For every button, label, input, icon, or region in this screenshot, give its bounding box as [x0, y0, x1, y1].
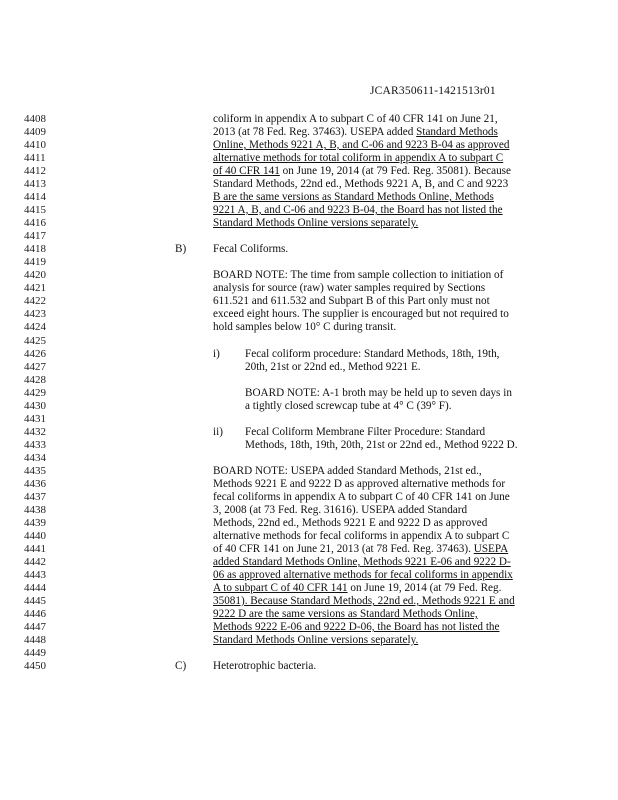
text-run: of 40 CFR 141 on June 21, 2013 (at 78 Fed. Reg. 37463). — [213, 543, 474, 555]
line-number: 4443 — [24, 569, 46, 581]
text-line — [245, 439, 518, 452]
text-run: 611.521 and 611.532 and Subpart B of this Part only must not — [213, 295, 490, 307]
line-number: 4450 — [24, 660, 46, 672]
text-run: BOARD NOTE: A-1 broth may be held up to seven days in — [245, 387, 512, 399]
text-run: Methods 9221 E and 9222 D as approved alternative methods for — [213, 478, 506, 490]
text-line — [213, 269, 503, 282]
underlined-text: USEPA — [473, 543, 509, 555]
underlined-text: A to subpart C of 40 CFR 141 — [213, 582, 348, 594]
text-run: coliform in appendix A to subpart C of 40 CFR 141 on June 21, — [213, 113, 498, 125]
text-run: Heterotrophic bacteria. — [213, 660, 317, 672]
line-number: 4414 — [24, 191, 46, 203]
item-label: C) — [175, 660, 187, 672]
line-number: 4412 — [24, 165, 46, 177]
line-number: 4408 — [24, 113, 46, 125]
text-line — [213, 504, 467, 517]
text-line — [213, 608, 478, 621]
text-run: a tightly closed screwcap tube at 4° C (39° F). — [245, 400, 452, 412]
line-number: 4411 — [24, 152, 46, 164]
underlined-text: Online, Methods 9221 A, B, and C-06 and 9223 B-04 as approved — [213, 139, 510, 151]
text-line — [213, 282, 485, 295]
line-number: 4421 — [24, 282, 46, 294]
line-number: 4423 — [24, 308, 46, 320]
item-label: ii) — [213, 426, 223, 438]
text-run: Methods, 22nd ed., Methods 9221 E and 9222 D as approved — [213, 517, 488, 529]
line-number: 4446 — [24, 608, 46, 620]
underlined-text: Standard Methods Online versions separately. — [213, 217, 419, 229]
line-number: 4441 — [24, 543, 46, 555]
text-line — [213, 243, 288, 256]
line-number: 4432 — [24, 426, 46, 438]
text-line — [213, 556, 511, 569]
text-run: Fecal Coliform Membrane Filter Procedure: Standard — [245, 426, 486, 438]
item-label: B) — [175, 243, 187, 255]
underlined-text: added Standard Methods Online, Methods 9221 E-06 and 9222 D- — [213, 556, 511, 568]
text-run: alternative methods for fecal coliforms in appendix A to subpart C — [213, 530, 510, 542]
underlined-text: 06 as approved alternative methods for fecal coliforms in appendix — [213, 569, 513, 581]
line-number: 4415 — [24, 204, 46, 216]
text-run: BOARD NOTE: The time from sample collection to initiation of — [213, 269, 504, 281]
text-line — [245, 426, 485, 439]
text-line — [213, 660, 316, 673]
text-line — [213, 295, 490, 308]
line-number: 4428 — [24, 374, 46, 386]
line-number: 4420 — [24, 269, 46, 281]
text-line — [213, 595, 515, 608]
text-run: Standard Methods, 22nd ed., Methods 9221 A, B, and C and 9223 — [213, 178, 509, 190]
text-line — [213, 113, 498, 126]
text-run: hold samples below 10° C during transit. — [213, 321, 397, 333]
text-line — [213, 204, 503, 217]
line-number: 4435 — [24, 465, 46, 477]
underlined-text: 9221 A, B, and C-06 and 9223 B-04, the Board has not listed the — [213, 204, 503, 216]
text-line — [213, 308, 509, 321]
line-number: 4410 — [24, 139, 46, 151]
line-number: 4427 — [24, 361, 46, 373]
underlined-text: B are the same versions as Standard Methods Online, Methods — [213, 191, 494, 203]
text-line — [245, 361, 421, 374]
underlined-text: 35081). Because Standard Methods, 22nd ed., Methods 9221 E and — [213, 595, 515, 607]
underlined-text: Standard Methods Online versions separately. — [213, 634, 419, 646]
text-run: on June 19, 2014 (at 79 Fed. Reg. 35081). Because — [279, 165, 511, 177]
line-number: 4418 — [24, 243, 46, 255]
line-number: 4449 — [24, 647, 46, 659]
text-line — [213, 491, 510, 504]
text-line — [213, 217, 418, 230]
text-line — [213, 530, 509, 543]
line-number: 4438 — [24, 504, 46, 516]
line-number: 4444 — [24, 582, 46, 594]
line-number: 4433 — [24, 439, 46, 451]
text-line — [245, 387, 512, 400]
text-run: analysis for source (raw) water samples required by Sections — [213, 282, 486, 294]
text-run: Fecal coliform procedure: Standard Methods, 18th, 19th, — [245, 348, 500, 360]
text-line — [213, 582, 501, 595]
line-number: 4413 — [24, 178, 46, 190]
text-line — [213, 634, 418, 647]
text-run: Fecal Coliforms. — [213, 243, 289, 255]
underlined-text: Standard Methods — [416, 126, 498, 138]
text-run: 3, 2008 (at 73 Fed. Reg. 31616). USEPA added Standard — [213, 504, 468, 516]
item-label: i) — [213, 348, 220, 360]
text-line — [213, 478, 505, 491]
text-line — [213, 152, 503, 165]
line-number: 4431 — [24, 413, 46, 425]
text-run: 20th, 21st or 22nd ed., Method 9221 E. — [245, 361, 421, 373]
underlined-text: alternative methods for total coliform in appendix A to subpart C — [213, 152, 504, 164]
text-run: on June 19, 2014 (at 79 Fed. Reg. — [347, 582, 502, 594]
text-run: 2013 (at 78 Fed. Reg. 37463). USEPA added — [213, 126, 417, 138]
text-line — [213, 543, 508, 556]
underlined-text: 9222 D are the same versions as Standard Methods Online, — [213, 608, 478, 620]
line-number: 4426 — [24, 348, 46, 360]
line-number: 4417 — [24, 230, 46, 242]
line-number: 4436 — [24, 478, 46, 490]
line-number: 4422 — [24, 295, 46, 307]
text-run: BOARD NOTE: USEPA added Standard Methods, 21st ed., — [213, 465, 482, 477]
text-line — [213, 191, 494, 204]
text-line — [213, 165, 511, 178]
text-line — [213, 569, 513, 582]
text-line — [213, 321, 396, 334]
line-number: 4429 — [24, 387, 46, 399]
line-number: 4445 — [24, 595, 46, 607]
text-line — [213, 621, 499, 634]
text-line — [245, 400, 452, 413]
document-id: JCAR350611-1421513r01 — [370, 85, 496, 97]
line-number: 4440 — [24, 530, 46, 542]
line-number: 4430 — [24, 400, 46, 412]
text-run: Methods, 18th, 19th, 20th, 21st or 22nd ed., Method 9222 D. — [245, 439, 518, 451]
line-number: 4416 — [24, 217, 46, 229]
underlined-text: Methods 9222 E-06 and 9222 D-06, the Board has not listed the — [213, 621, 500, 633]
text-line — [213, 465, 482, 478]
line-number: 4425 — [24, 335, 46, 347]
line-number: 4409 — [24, 126, 46, 138]
text-run: fecal coliforms in appendix A to subpart C of 40 CFR 141 on June — [213, 491, 510, 503]
line-number: 4419 — [24, 256, 46, 268]
text-line — [245, 348, 499, 361]
text-line — [213, 139, 509, 152]
line-number: 4434 — [24, 452, 46, 464]
text-line — [213, 517, 487, 530]
text-line — [213, 126, 498, 139]
line-number: 4447 — [24, 621, 46, 633]
line-number: 4442 — [24, 556, 46, 568]
line-number: 4448 — [24, 634, 46, 646]
text-run: exceed eight hours. The supplier is encouraged but not required to — [213, 308, 509, 320]
underlined-text: of 40 CFR 141 — [213, 165, 280, 177]
text-line — [213, 178, 508, 191]
line-number: 4437 — [24, 491, 46, 503]
line-number: 4424 — [24, 321, 46, 333]
line-number: 4439 — [24, 517, 46, 529]
